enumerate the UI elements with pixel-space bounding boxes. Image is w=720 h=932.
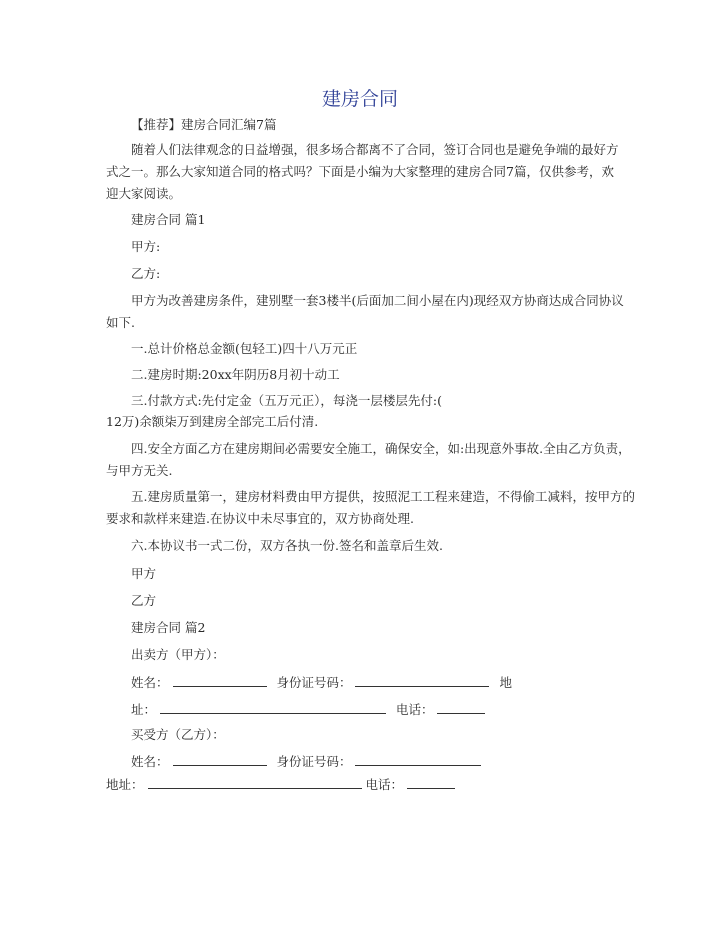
buyer-address-blank: [148, 776, 362, 789]
buyer-name-label: 姓名：: [131, 754, 169, 769]
contract1-item2: 二.建房时期:20xx年阴历8月初十动工: [131, 367, 340, 382]
seller-address-line: [131, 701, 485, 718]
buyer-name-line: [131, 753, 481, 770]
contract1-para1-line1: 甲方为改善建房条件，建别墅一套3楼半(后面加二间小屋在内)现经双方协商达成合同协议: [131, 293, 624, 308]
contract2-heading: 建房合同 篇2: [131, 620, 206, 635]
intro-line-1: 随着人们法律观念的日益增强，很多场合都离不了合同，签订合同也是避免争端的最好方: [131, 142, 619, 157]
header-line: 【推荐】建房合同汇编7篇: [131, 117, 277, 132]
contract1-item5-line1: 五.建房质量第一，建房材料费由甲方提供，按照泥工工程来建造，不得偷工减料，按甲方的: [131, 489, 635, 504]
contract1-party-b: 乙方:: [131, 266, 161, 281]
contract2-buyer: 买受方（乙方）：: [131, 727, 225, 742]
buyer-address-line: [106, 776, 455, 793]
intro-line-2: 式之一。那么大家知道合同的格式吗？下面是小编为大家整理的建房合同7篇，仅供参考，欢: [106, 164, 614, 179]
seller-id-label: 身份证号码：: [276, 675, 352, 690]
contract2-seller: 出卖方（甲方）：: [131, 647, 225, 662]
seller-name-line: [131, 674, 512, 691]
buyer-name-blank: [173, 753, 267, 766]
contract1-item4-line2: 与甲方无关.: [106, 463, 173, 478]
intro-line-3: 迎大家阅读。: [106, 186, 182, 201]
contract1-sign-b: 乙方: [131, 593, 157, 608]
document-title: 建房合同: [321, 88, 398, 110]
contract1-item3-line1: 三.付款方式:先付定金（五万元正），每浇一层楼层先付:(: [131, 393, 443, 408]
contract1-sign-a: 甲方: [131, 566, 157, 581]
contract1-item4-line1: 四.安全方面乙方在建房期间必需要安全施工，确保安全，如:出现意外事故.全由乙方负责，: [131, 441, 631, 456]
seller-addr-label: 址：: [131, 702, 157, 717]
contract1-para1-line2: 如下.: [106, 315, 135, 330]
contract1-item5-line2: 要求和款样来建造.在协议中未尽事宜的，双方协商处理.: [106, 511, 414, 526]
buyer-id-blank: [355, 753, 481, 766]
seller-name-blank: [173, 674, 267, 687]
seller-id-blank: [355, 674, 489, 687]
seller-address-blank: [160, 701, 386, 714]
buyer-id-label: 身份证号码：: [276, 754, 352, 769]
seller-name-label: 姓名：: [131, 675, 169, 690]
buyer-phone-blank: [407, 776, 455, 789]
seller-phone-label: 电话：: [395, 702, 434, 717]
contract1-party-a: 甲方:: [131, 239, 161, 254]
contract1-item6: 六.本协议书一式二份，双方各执一份.签名和盖章后生效.: [131, 538, 443, 553]
seller-phone-blank: [437, 701, 485, 714]
buyer-phone-label: 电话：: [365, 777, 403, 792]
buyer-addr-label: 地址：: [106, 777, 144, 792]
seller-addr-prefix: 地: [499, 675, 512, 690]
contract1-item1: 一.总计价格总金额(包轻工)四十八万元正: [131, 341, 358, 356]
contract1-heading: 建房合同 篇1: [131, 212, 206, 227]
contract1-item3-line2: 12万)余额柒万到建房全部完工后付清.: [106, 414, 319, 429]
